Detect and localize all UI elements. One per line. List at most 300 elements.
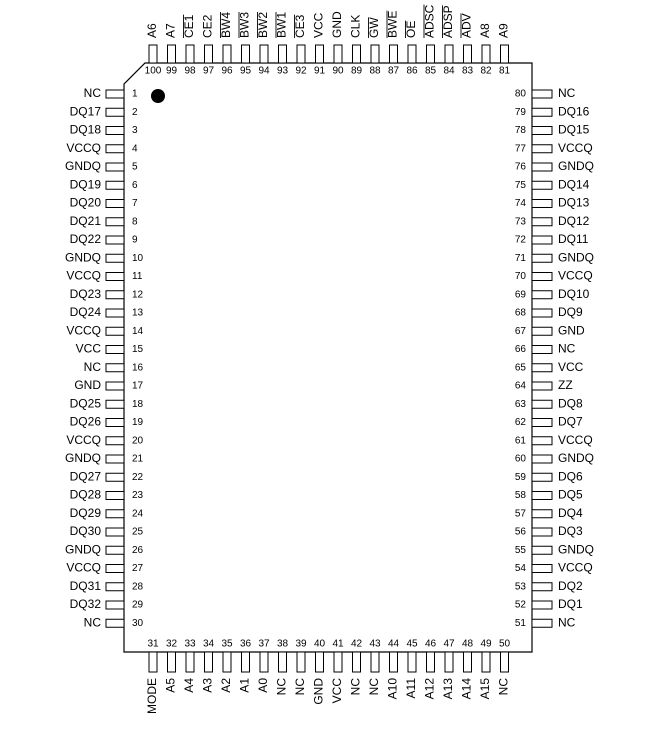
pin-box xyxy=(464,45,472,63)
pin-label: VCCQ xyxy=(66,560,101,575)
pin-number: 50 xyxy=(498,638,511,650)
pin-number: 24 xyxy=(132,508,144,520)
pin-number: 97 xyxy=(202,65,215,77)
pin-box xyxy=(532,90,552,98)
pin-box xyxy=(532,419,552,427)
pin-box xyxy=(106,492,124,500)
pin-label: A12 xyxy=(422,678,437,700)
pin-label: DQ29 xyxy=(69,505,101,520)
pin-box xyxy=(106,382,124,390)
pin-label: DQ14 xyxy=(558,177,590,192)
pin-label: DQ5 xyxy=(558,487,583,502)
pin-number: 11 xyxy=(132,271,143,283)
pin-box xyxy=(106,473,124,481)
pin-box xyxy=(106,619,124,627)
pin-number: 37 xyxy=(258,638,270,650)
pin-box xyxy=(501,652,509,672)
pin-number: 69 xyxy=(514,289,526,301)
pin-box xyxy=(205,652,213,672)
pin-label: MODE xyxy=(145,678,160,714)
pin-label: ADV xyxy=(459,13,474,38)
pin-box xyxy=(242,652,250,672)
pin-label: CE1 xyxy=(182,14,197,38)
pin-label: GNDQ xyxy=(558,451,594,466)
pin-label: DQ32 xyxy=(69,597,101,612)
pin-label: GND xyxy=(558,323,585,338)
pin-number: 31 xyxy=(147,638,159,650)
pin-number: 70 xyxy=(514,271,526,283)
pin-box xyxy=(186,652,194,672)
pin-number: 90 xyxy=(332,65,344,77)
pin-number: 10 xyxy=(132,252,144,264)
pin-label: NC xyxy=(293,678,308,696)
pin-box xyxy=(390,45,398,63)
pin-box xyxy=(242,45,250,63)
pin-number: 63 xyxy=(514,398,526,410)
pin-box xyxy=(149,45,157,63)
pin-box xyxy=(279,45,287,63)
pin-label: VCC xyxy=(330,678,345,704)
pin-number: 44 xyxy=(387,638,400,650)
pin-number: 71 xyxy=(514,252,526,264)
pin-label: DQ28 xyxy=(69,487,101,502)
pin-number: 39 xyxy=(295,638,307,650)
pin-number: 84 xyxy=(443,65,455,77)
pin-box xyxy=(408,652,416,672)
pin-box xyxy=(106,583,124,591)
pin-box xyxy=(106,400,124,408)
pin-label: VCC xyxy=(75,341,101,356)
pin-label: DQ25 xyxy=(69,396,101,411)
pin-box xyxy=(106,273,124,281)
pin-label: DQ18 xyxy=(69,122,101,137)
pin-label: DQ24 xyxy=(69,305,101,320)
pin-number: 40 xyxy=(313,638,326,650)
pin-number: 42 xyxy=(350,638,363,650)
pin-box xyxy=(445,45,453,63)
pin-label: DQ10 xyxy=(558,286,590,301)
pin-box xyxy=(532,309,552,317)
pin-label: NC xyxy=(367,678,382,696)
pin-box xyxy=(532,291,552,299)
pin-box xyxy=(427,45,435,63)
pin-label: DQ19 xyxy=(69,177,101,192)
pin-box xyxy=(532,601,552,609)
pin-number: 67 xyxy=(514,325,526,337)
pin-number: 4 xyxy=(132,143,138,155)
pin-label: DQ9 xyxy=(558,305,583,320)
pin-number: 62 xyxy=(514,417,526,429)
pin-number: 83 xyxy=(461,65,474,77)
pin-label: A6 xyxy=(145,23,160,38)
pin-box xyxy=(106,528,124,536)
pin-box xyxy=(371,45,379,63)
pin-label: VCC xyxy=(558,359,584,374)
pin-label: OE xyxy=(404,20,419,38)
pin-label: VCCQ xyxy=(66,268,101,283)
pin-number: 91 xyxy=(313,65,326,77)
pin-label: VCCQ xyxy=(66,323,101,338)
pin-number: 64 xyxy=(514,380,526,392)
pin-box xyxy=(532,473,552,481)
pin-label: A2 xyxy=(219,678,234,693)
pin-box xyxy=(106,364,124,372)
pin-number: 1 xyxy=(132,88,138,100)
pin-number: 94 xyxy=(258,65,270,77)
pin-box xyxy=(334,652,342,672)
pin-box xyxy=(106,309,124,317)
pin-box xyxy=(106,218,124,226)
pin-number: 12 xyxy=(132,289,144,301)
pin-label: GNDQ xyxy=(558,250,594,265)
pin-number: 56 xyxy=(514,526,526,538)
pin-label: DQ13 xyxy=(558,195,590,210)
pin-number: 79 xyxy=(514,106,526,118)
pin-box xyxy=(297,652,305,672)
pin-number: 49 xyxy=(480,638,492,650)
pin-box xyxy=(316,652,324,672)
pin-label: VCCQ xyxy=(66,432,101,447)
pin-number: 72 xyxy=(514,234,526,246)
pin-label: DQ23 xyxy=(69,286,101,301)
pin-label: A13 xyxy=(441,678,456,700)
pin-label: VCCQ xyxy=(558,432,593,447)
pin-box xyxy=(482,45,490,63)
pin-box xyxy=(168,652,176,672)
pin-box xyxy=(532,619,552,627)
pin-box xyxy=(532,528,552,536)
pin-label: DQ8 xyxy=(558,396,583,411)
pin-box xyxy=(390,652,398,672)
pin-label: A10 xyxy=(385,678,400,700)
pin-label: VCCQ xyxy=(558,140,593,155)
pin-box xyxy=(223,652,231,672)
pin-number: 96 xyxy=(221,65,233,77)
pin-number: 19 xyxy=(132,417,144,429)
pin-number: 14 xyxy=(132,325,144,337)
pin-label: NC xyxy=(558,341,576,356)
pin-number: 92 xyxy=(295,65,307,77)
pin-label: A8 xyxy=(478,23,493,38)
pin-label: GND xyxy=(74,378,101,393)
pin-number: 3 xyxy=(132,125,138,137)
pin-number: 8 xyxy=(132,216,138,228)
pin-label: DQ15 xyxy=(558,122,590,137)
pin-label: DQ11 xyxy=(558,232,589,247)
pin-label: A3 xyxy=(200,678,215,693)
pin-label: GNDQ xyxy=(65,250,101,265)
pin-label: A15 xyxy=(478,678,493,700)
pin-box xyxy=(371,652,379,672)
pin-number: 52 xyxy=(514,599,526,611)
pin-number: 88 xyxy=(369,65,381,77)
pin-box xyxy=(106,291,124,299)
pin-box xyxy=(501,45,509,63)
pin-label: DQ7 xyxy=(558,414,583,429)
pin-label: A9 xyxy=(496,23,511,38)
pin-box xyxy=(532,236,552,244)
pin-box xyxy=(532,181,552,189)
pin-label: VCCQ xyxy=(558,560,593,575)
pin-number: 61 xyxy=(514,435,526,447)
pin-box xyxy=(532,510,552,518)
pin-number: 54 xyxy=(514,563,526,575)
pin-number: 2 xyxy=(132,106,138,118)
pin-number: 6 xyxy=(132,179,138,191)
pin-label: DQ12 xyxy=(558,213,590,228)
pin-box xyxy=(532,546,552,554)
pin-box xyxy=(353,45,361,63)
pin-box xyxy=(168,45,176,63)
pin-box xyxy=(106,181,124,189)
pin-number: 57 xyxy=(514,508,526,520)
pin-number: 59 xyxy=(514,471,526,483)
pin-label: DQ21 xyxy=(69,213,101,228)
pin-label: DQ31 xyxy=(69,578,101,593)
pin-label: DQ4 xyxy=(558,505,583,520)
pin-box xyxy=(532,382,552,390)
pin1-marker-dot xyxy=(151,89,165,103)
pin-box xyxy=(532,437,552,445)
pin-number: 58 xyxy=(514,490,526,502)
pin-box xyxy=(532,127,552,135)
pin-label: DQ2 xyxy=(558,578,583,593)
pin-number: 87 xyxy=(387,65,400,77)
pin-box xyxy=(106,455,124,463)
pin-box xyxy=(106,108,124,116)
pin-label: GND xyxy=(330,11,345,38)
pin-label: A1 xyxy=(237,678,252,693)
pin-label: BWE xyxy=(385,10,400,38)
pin-label: NC xyxy=(558,615,576,630)
pin-number: 22 xyxy=(132,471,144,483)
pin-box xyxy=(106,419,124,427)
pin-box xyxy=(106,346,124,354)
pin-label: GNDQ xyxy=(558,542,594,557)
pin-number: 32 xyxy=(165,638,178,650)
pin-number: 25 xyxy=(132,526,144,538)
pin-number: 18 xyxy=(132,398,144,410)
pin-number: 21 xyxy=(132,453,144,465)
pin-box xyxy=(106,127,124,135)
pin-box xyxy=(482,652,490,672)
pin-label: A11 xyxy=(404,678,419,699)
pin-box xyxy=(532,163,552,171)
pin-box xyxy=(106,200,124,208)
pin-label: GNDQ xyxy=(65,542,101,557)
pin-box xyxy=(223,45,231,63)
pin-label: DQ6 xyxy=(558,469,583,484)
pin-box xyxy=(408,45,416,63)
pin-box xyxy=(279,652,287,672)
pin-box xyxy=(532,327,552,335)
pin-label: GNDQ xyxy=(65,451,101,466)
pin-box xyxy=(106,546,124,554)
pin-box xyxy=(106,565,124,573)
pin-label: GW xyxy=(367,17,382,38)
pin-number: 77 xyxy=(514,143,526,155)
pin-number: 78 xyxy=(514,125,526,137)
pin-box xyxy=(106,437,124,445)
pin-number: 68 xyxy=(514,307,526,319)
pin-number: 35 xyxy=(221,638,233,650)
pin-label: DQ16 xyxy=(558,104,590,119)
pin-label: DQ17 xyxy=(69,104,101,119)
pin-number: 85 xyxy=(424,65,437,77)
pin-label: DQ30 xyxy=(69,524,101,539)
pin-number: 33 xyxy=(184,638,196,650)
pin-box xyxy=(532,583,552,591)
pin-box xyxy=(532,364,552,372)
pin-box xyxy=(334,45,342,63)
pin-number: 73 xyxy=(514,216,526,228)
pin-label: A4 xyxy=(182,678,197,693)
pin-number: 17 xyxy=(132,380,144,392)
pin-label: DQ1 xyxy=(558,597,583,612)
pin-label: A5 xyxy=(163,678,178,693)
pin-number: 23 xyxy=(132,490,144,502)
pin-number: 53 xyxy=(514,581,526,593)
pin-number: 47 xyxy=(443,638,455,650)
pin-number: 46 xyxy=(424,638,437,650)
pin-label: BW4 xyxy=(219,11,234,38)
pin-box xyxy=(353,652,361,672)
pin-label: CE2 xyxy=(200,14,215,38)
pin-label: NC xyxy=(83,86,101,101)
pin-number: 55 xyxy=(514,544,526,556)
pin-number: 28 xyxy=(132,581,144,593)
pin-label: VCC xyxy=(311,12,326,38)
pin-label: ZZ xyxy=(558,378,573,393)
pin-number: 38 xyxy=(276,638,289,650)
pin-number: 60 xyxy=(514,453,526,465)
pin-box xyxy=(532,400,552,408)
pin-box xyxy=(260,652,268,672)
pin-number: 20 xyxy=(132,435,144,447)
pin-box xyxy=(106,254,124,262)
pin-box xyxy=(532,108,552,116)
pin-box xyxy=(532,254,552,262)
pin-number: 86 xyxy=(406,65,418,77)
pin-label: VCCQ xyxy=(558,268,593,283)
pin-number: 16 xyxy=(132,362,144,374)
pin-label: A14 xyxy=(459,678,474,700)
pin-box xyxy=(205,45,213,63)
pin-box xyxy=(297,45,305,63)
pin-box xyxy=(532,273,552,281)
pin-label: ADSC xyxy=(422,4,437,38)
pin-number: 98 xyxy=(184,65,196,77)
pin-number: 45 xyxy=(406,638,418,650)
pin-number: 99 xyxy=(165,65,178,77)
pin-box xyxy=(106,327,124,335)
pin-number: 81 xyxy=(498,65,511,77)
pin-number: 9 xyxy=(132,234,138,246)
pin-box xyxy=(464,652,472,672)
pin-box xyxy=(532,346,552,354)
pin-number: 30 xyxy=(132,617,144,629)
pin-number: 93 xyxy=(276,65,289,77)
pin-number: 82 xyxy=(480,65,492,77)
pin-box xyxy=(260,45,268,63)
pin-label: CE3 xyxy=(293,14,308,38)
pin-label: GND xyxy=(311,678,326,705)
pin-label: NC xyxy=(558,86,576,101)
pin-label: NC xyxy=(83,359,101,374)
pin-label: NC xyxy=(496,678,511,696)
pin-label: CLK xyxy=(348,14,363,38)
pin-number: 13 xyxy=(132,307,144,319)
pin-label: A7 xyxy=(163,23,178,38)
pin-label: DQ20 xyxy=(69,195,101,210)
pin-label: DQ27 xyxy=(69,469,101,484)
pin-box xyxy=(532,565,552,573)
pin-label: NC xyxy=(83,615,101,630)
pin-label: VCCQ xyxy=(66,140,101,155)
pin-number: 43 xyxy=(369,638,381,650)
pin-number: 48 xyxy=(461,638,474,650)
pin-number: 89 xyxy=(350,65,363,77)
pin-box xyxy=(427,652,435,672)
pin-label: BW3 xyxy=(237,11,252,38)
pin-box xyxy=(532,218,552,226)
pin-box xyxy=(532,455,552,463)
pin-box xyxy=(106,510,124,518)
pin-label: BW1 xyxy=(274,11,289,38)
pin-box xyxy=(106,163,124,171)
pin-label: ADSP xyxy=(441,5,456,38)
pin-number: 26 xyxy=(132,544,144,556)
pin-label: DQ3 xyxy=(558,524,583,539)
pin-number: 75 xyxy=(514,179,526,191)
pin-number: 65 xyxy=(514,362,526,374)
pin-number: 66 xyxy=(514,344,526,356)
pin-number: 74 xyxy=(514,198,526,210)
pin-number: 29 xyxy=(132,599,144,611)
pin-box xyxy=(316,45,324,63)
pin-number: 76 xyxy=(514,161,526,173)
pin-box xyxy=(532,145,552,153)
pin-number: 95 xyxy=(239,65,252,77)
pin-label: NC xyxy=(274,678,289,696)
pin-box xyxy=(149,652,157,672)
pin-label: DQ22 xyxy=(69,232,101,247)
pin-number: 27 xyxy=(132,563,144,575)
pin-number: 15 xyxy=(132,344,144,356)
pin-box xyxy=(532,200,552,208)
pin-label: GNDQ xyxy=(65,159,101,174)
pin-number: 51 xyxy=(514,617,526,629)
pin-number: 5 xyxy=(132,161,138,173)
pin-box xyxy=(106,601,124,609)
pin-label: A0 xyxy=(256,678,271,693)
pin-box xyxy=(186,45,194,63)
pin-number: 36 xyxy=(239,638,252,650)
pin-box xyxy=(106,90,124,98)
pin-number: 7 xyxy=(132,198,138,210)
pin-box xyxy=(106,145,124,153)
pin-number: 34 xyxy=(202,638,215,650)
pin-box xyxy=(445,652,453,672)
pin-label: GNDQ xyxy=(558,159,594,174)
pin-number: 80 xyxy=(514,88,526,100)
pin-box xyxy=(106,236,124,244)
pin-number: 100 xyxy=(144,65,162,77)
chip-body xyxy=(124,63,532,652)
pin-box xyxy=(532,492,552,500)
pin-label: DQ26 xyxy=(69,414,101,429)
pin-label: BW2 xyxy=(256,11,271,38)
